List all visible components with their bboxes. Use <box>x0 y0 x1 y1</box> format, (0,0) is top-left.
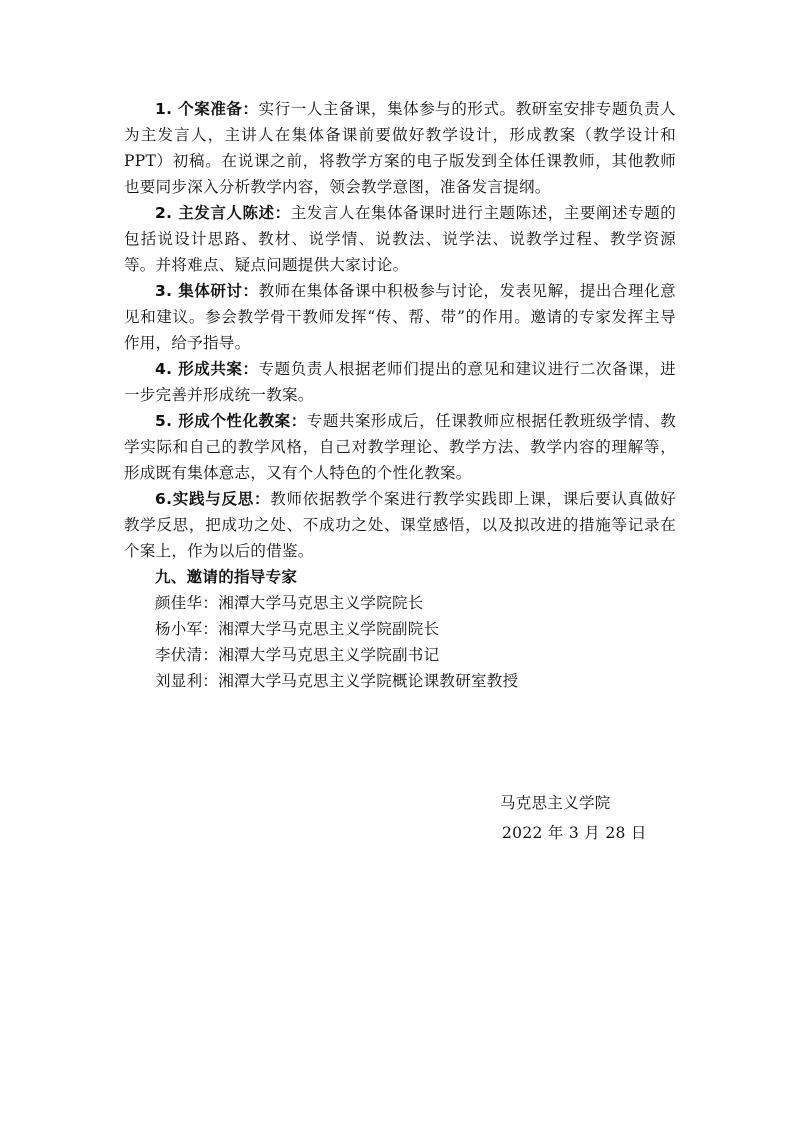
signature-date: 2022 年 3 月 28 日 <box>502 824 647 842</box>
item-4-heading: 4. 形成共案： <box>155 360 259 378</box>
item-2-heading: 2. 主发言人陈述： <box>155 204 291 222</box>
expert-item: 杨小军：湘潭大学马克思主义学院副院长 <box>155 620 440 638</box>
item-5 <box>124 408 676 486</box>
item-5-text: 专题共案形成后，任课教师应根据任教班级学情、教学实际和自己的教学风格，自己对教学理论、教学方法、教学内容的理解等，形成既有集体意志，又有个人特色的个性化教案。 <box>124 412 676 482</box>
document-body <box>124 96 676 694</box>
item-2-text: 主发言人在集体备课时进行主题陈述，主要阐述专题的包括说设计思路、教材、说学情、说教法、说学法、说教学过程、教学资源等。并将难点、疑点问题提供大家讨论。 <box>124 204 677 274</box>
item-6-heading: 6.实践与反思： <box>155 490 271 508</box>
signature-block <box>500 788 647 848</box>
item-3-text: 教师在集体备课中积极参与讨论，发表见解，提出合理化意见和建议。参会教学骨干教师发挥“传、帮、带”的作用。邀请的专家发挥主导作用，给予指导。 <box>124 282 676 352</box>
signature-org: 马克思主义学院 <box>500 794 611 812</box>
expert-item: 颜佳华：湘潭大学马克思主义学院院长 <box>155 594 424 612</box>
item-3-heading: 3. 集体研讨： <box>155 282 259 300</box>
expert-item: 刘显利：湘潭大学马克思主义学院概论课教研室教授 <box>155 672 519 690</box>
item-5-heading: 5. 形成个性化教案： <box>155 412 307 430</box>
item-2 <box>124 200 676 278</box>
item-1 <box>124 96 676 200</box>
expert-item: 李伏清：湘潭大学马克思主义学院副书记 <box>155 646 440 664</box>
item-1-heading: 1. 个案准备： <box>155 100 259 118</box>
item-1-text: 实行一人主备课，集体参与的形式。教研室安排专题负责人为主发言人，主讲人在集体备课前要做好教学设计，形成教案（教学设计和 PPT）初稿。在说课之前，将教学方案的电子版发到全体任课教师，其他教师也要同步深入分析教学内容，领会教学意图，准备发言提纲。 <box>124 100 676 196</box>
item-3 <box>124 278 676 356</box>
item-6 <box>124 486 676 564</box>
experts-section-title: 九、邀请的指导专家 <box>155 568 298 586</box>
item-6-text: 教师依据教学个案进行教学实践即上课，课后要认真做好教学反思，把成功之处、不成功之处、课堂感悟，以及拟改进的措施等记录在个案上，作为以后的借鉴。 <box>124 490 676 560</box>
item-4 <box>124 356 676 408</box>
item-4-text: 专题负责人根据老师们提出的意见和建议进行二次备课，进一步完善并形成统一教案。 <box>124 360 676 404</box>
